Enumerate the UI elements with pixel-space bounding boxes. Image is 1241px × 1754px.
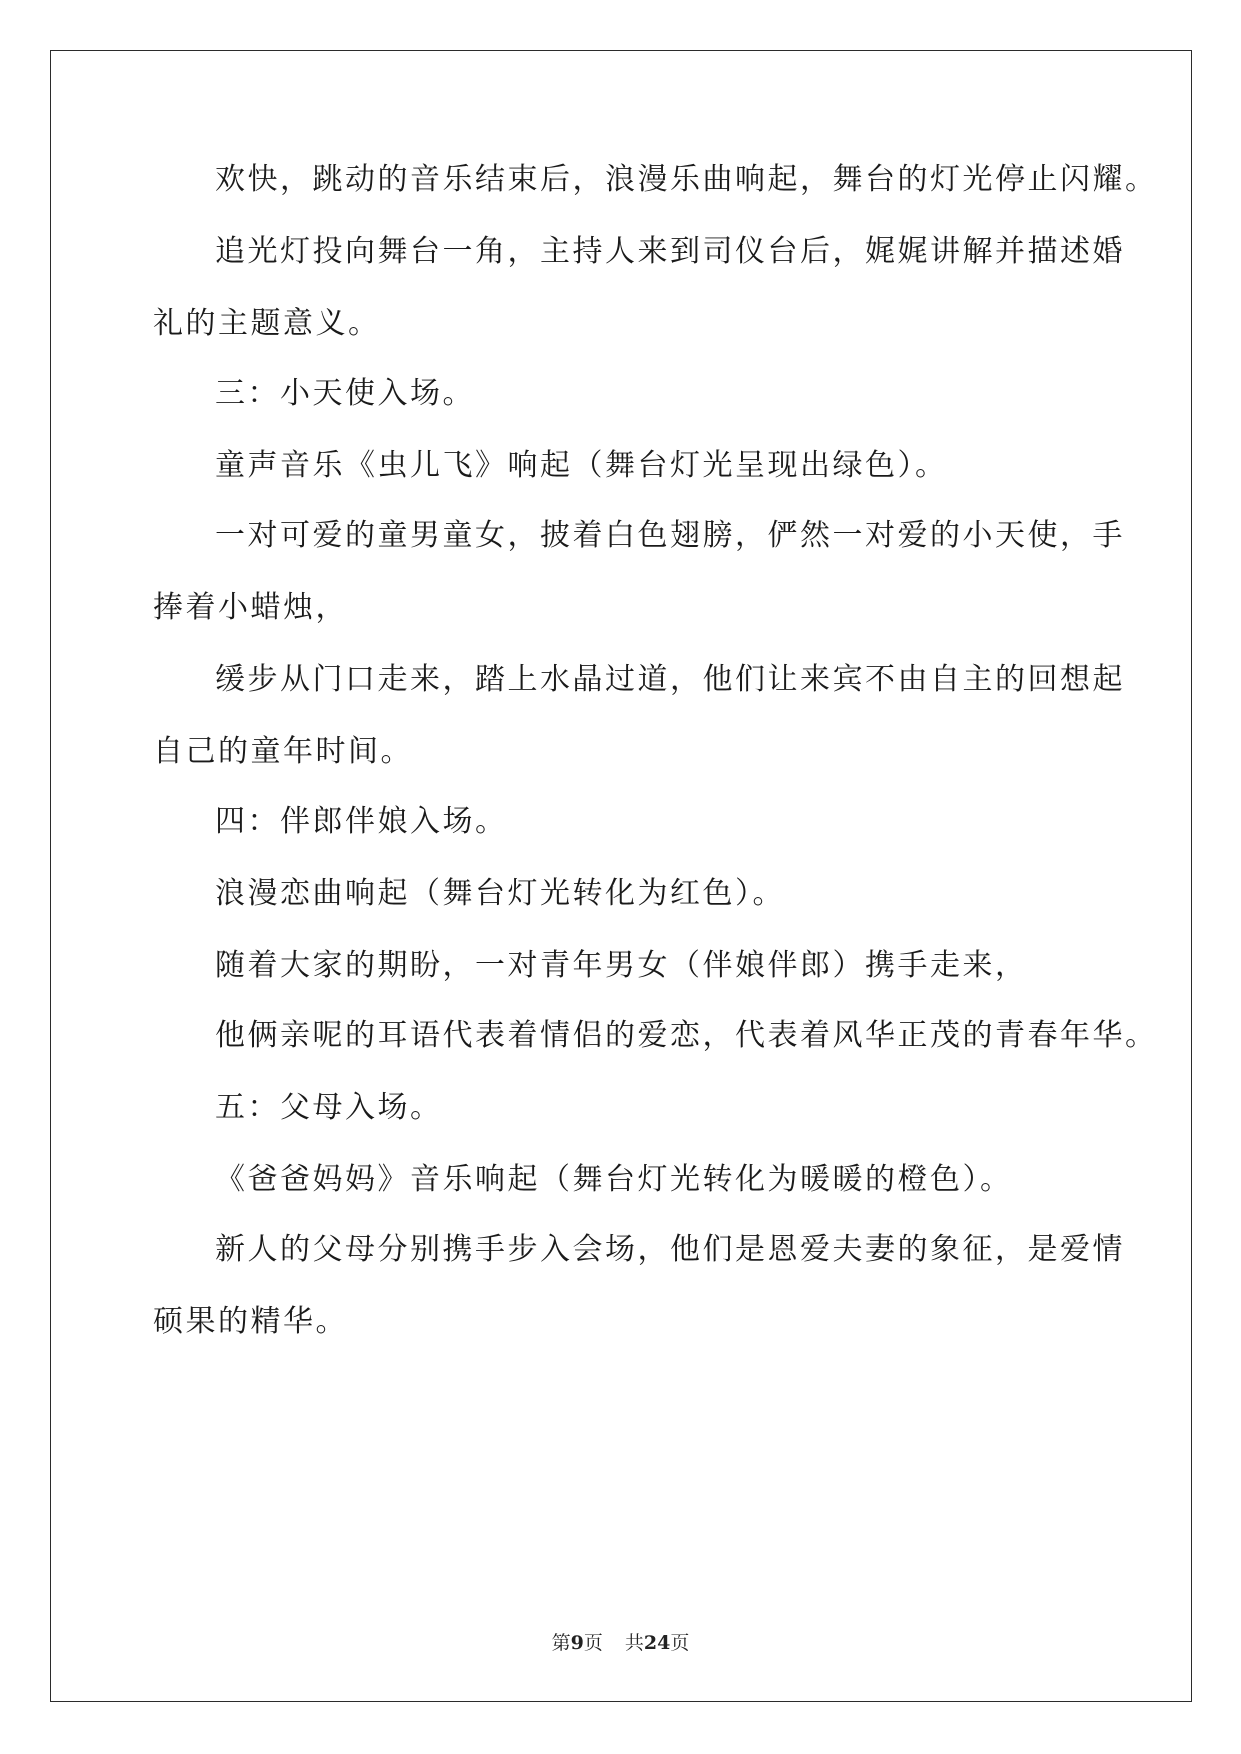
paragraph-line: 一对可爱的童男童女，披着白色翅膀，俨然一对爱的小天使，手 [215,518,1125,553]
page-footer [0,1628,1241,1655]
total-pages: 24 [643,1632,671,1654]
paragraph-line: 礼的主题意义。 [153,306,381,341]
page-prefix: 第 [551,1632,571,1654]
paragraph-line: 欢快，跳动的音乐结束后，浪漫乐曲响起，舞台的灯光停止闪耀。 [215,162,1158,197]
paragraph-line: 硕果的精华。 [153,1304,348,1339]
paragraph-line: 缓步从门口走来，踏上水晶过道，他们让来宾不由自主的回想起 [215,662,1125,697]
total-suffix: 页 [670,1632,690,1654]
paragraph-line: 三：小天使入场。 [215,376,475,411]
page-suffix: 页 [583,1632,603,1654]
paragraph-line: 《爸爸妈妈》音乐响起（舞台灯光转化为暖暖的橙色）。 [215,1162,1013,1197]
paragraph-line: 四：伴郎伴娘入场。 [215,804,508,839]
paragraph-line: 新人的父母分别携手步入会场，他们是恩爱夫妻的象征，是爱情 [215,1232,1125,1267]
page-number: 9 [570,1632,584,1654]
paragraph-line: 童声音乐《虫儿飞》响起（舞台灯光呈现出绿色）。 [215,448,948,483]
paragraph-line: 随着大家的期盼，一对青年男女（伴娘伴郎）携手走来， [215,948,1028,983]
paragraph-line: 五：父母入场。 [215,1090,443,1125]
paragraph-line: 自己的童年时间。 [153,734,413,769]
paragraph-line: 浪漫恋曲响起（舞台灯光转化为红色）。 [215,876,785,911]
paragraph-line: 他俩亲呢的耳语代表着情侣的爱恋，代表着风华正茂的青春年华。 [215,1018,1158,1053]
total-prefix: 共 [624,1632,644,1654]
paragraph-line: 捧着小蜡烛， [153,590,348,625]
paragraph-line: 追光灯投向舞台一角，主持人来到司仪台后，娓娓讲解并描述婚 [215,234,1125,269]
